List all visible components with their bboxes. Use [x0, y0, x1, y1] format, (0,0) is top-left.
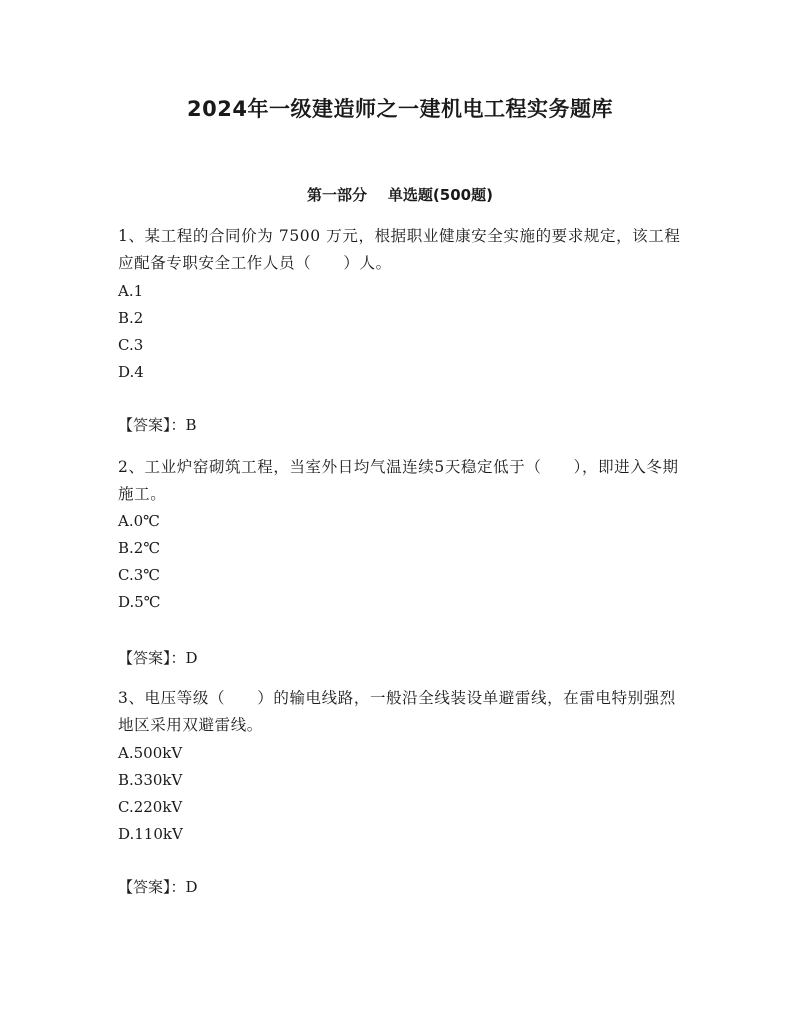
- answer-label: 【答案】：D: [118, 878, 198, 896]
- option-b: B.330kV: [118, 771, 183, 789]
- option-d: D.5℃: [118, 593, 161, 611]
- option-c: C.220kV: [118, 798, 183, 816]
- question-stem: 2、工业炉窑砌筑工程，当室外日均气温连续5天稳定低于（ ），即进入冬期施工。: [118, 458, 679, 503]
- option-d: D.4: [118, 363, 144, 381]
- option-c: C.3: [118, 336, 144, 354]
- document-title: 2024年一级建造师之一建机电工程实务题库: [187, 97, 613, 121]
- question-stem: 3、电压等级（ ）的输电线路，一般沿全线装设单避雷线，在雷电特别强烈地区采用双避雷线。: [118, 689, 676, 734]
- option-a: A.1: [118, 282, 144, 300]
- option-b: B.2: [118, 309, 144, 327]
- option-d: D.110kV: [118, 825, 183, 843]
- option-c: C.3℃: [118, 566, 161, 584]
- question-stem: 1、某工程的合同价为 7500 万元，根据职业健康安全实施的要求规定，该工程应配备专职安全工作人员（ ）人。: [118, 227, 681, 272]
- answer-label: 【答案】：D: [118, 649, 198, 667]
- section-title: 第一部分 单选题(500题): [307, 186, 493, 204]
- option-b: B.2℃: [118, 539, 161, 557]
- answer-label: 【答案】：B: [118, 416, 197, 434]
- option-a: A.500kV: [118, 744, 183, 762]
- option-a: A.0℃: [118, 512, 160, 530]
